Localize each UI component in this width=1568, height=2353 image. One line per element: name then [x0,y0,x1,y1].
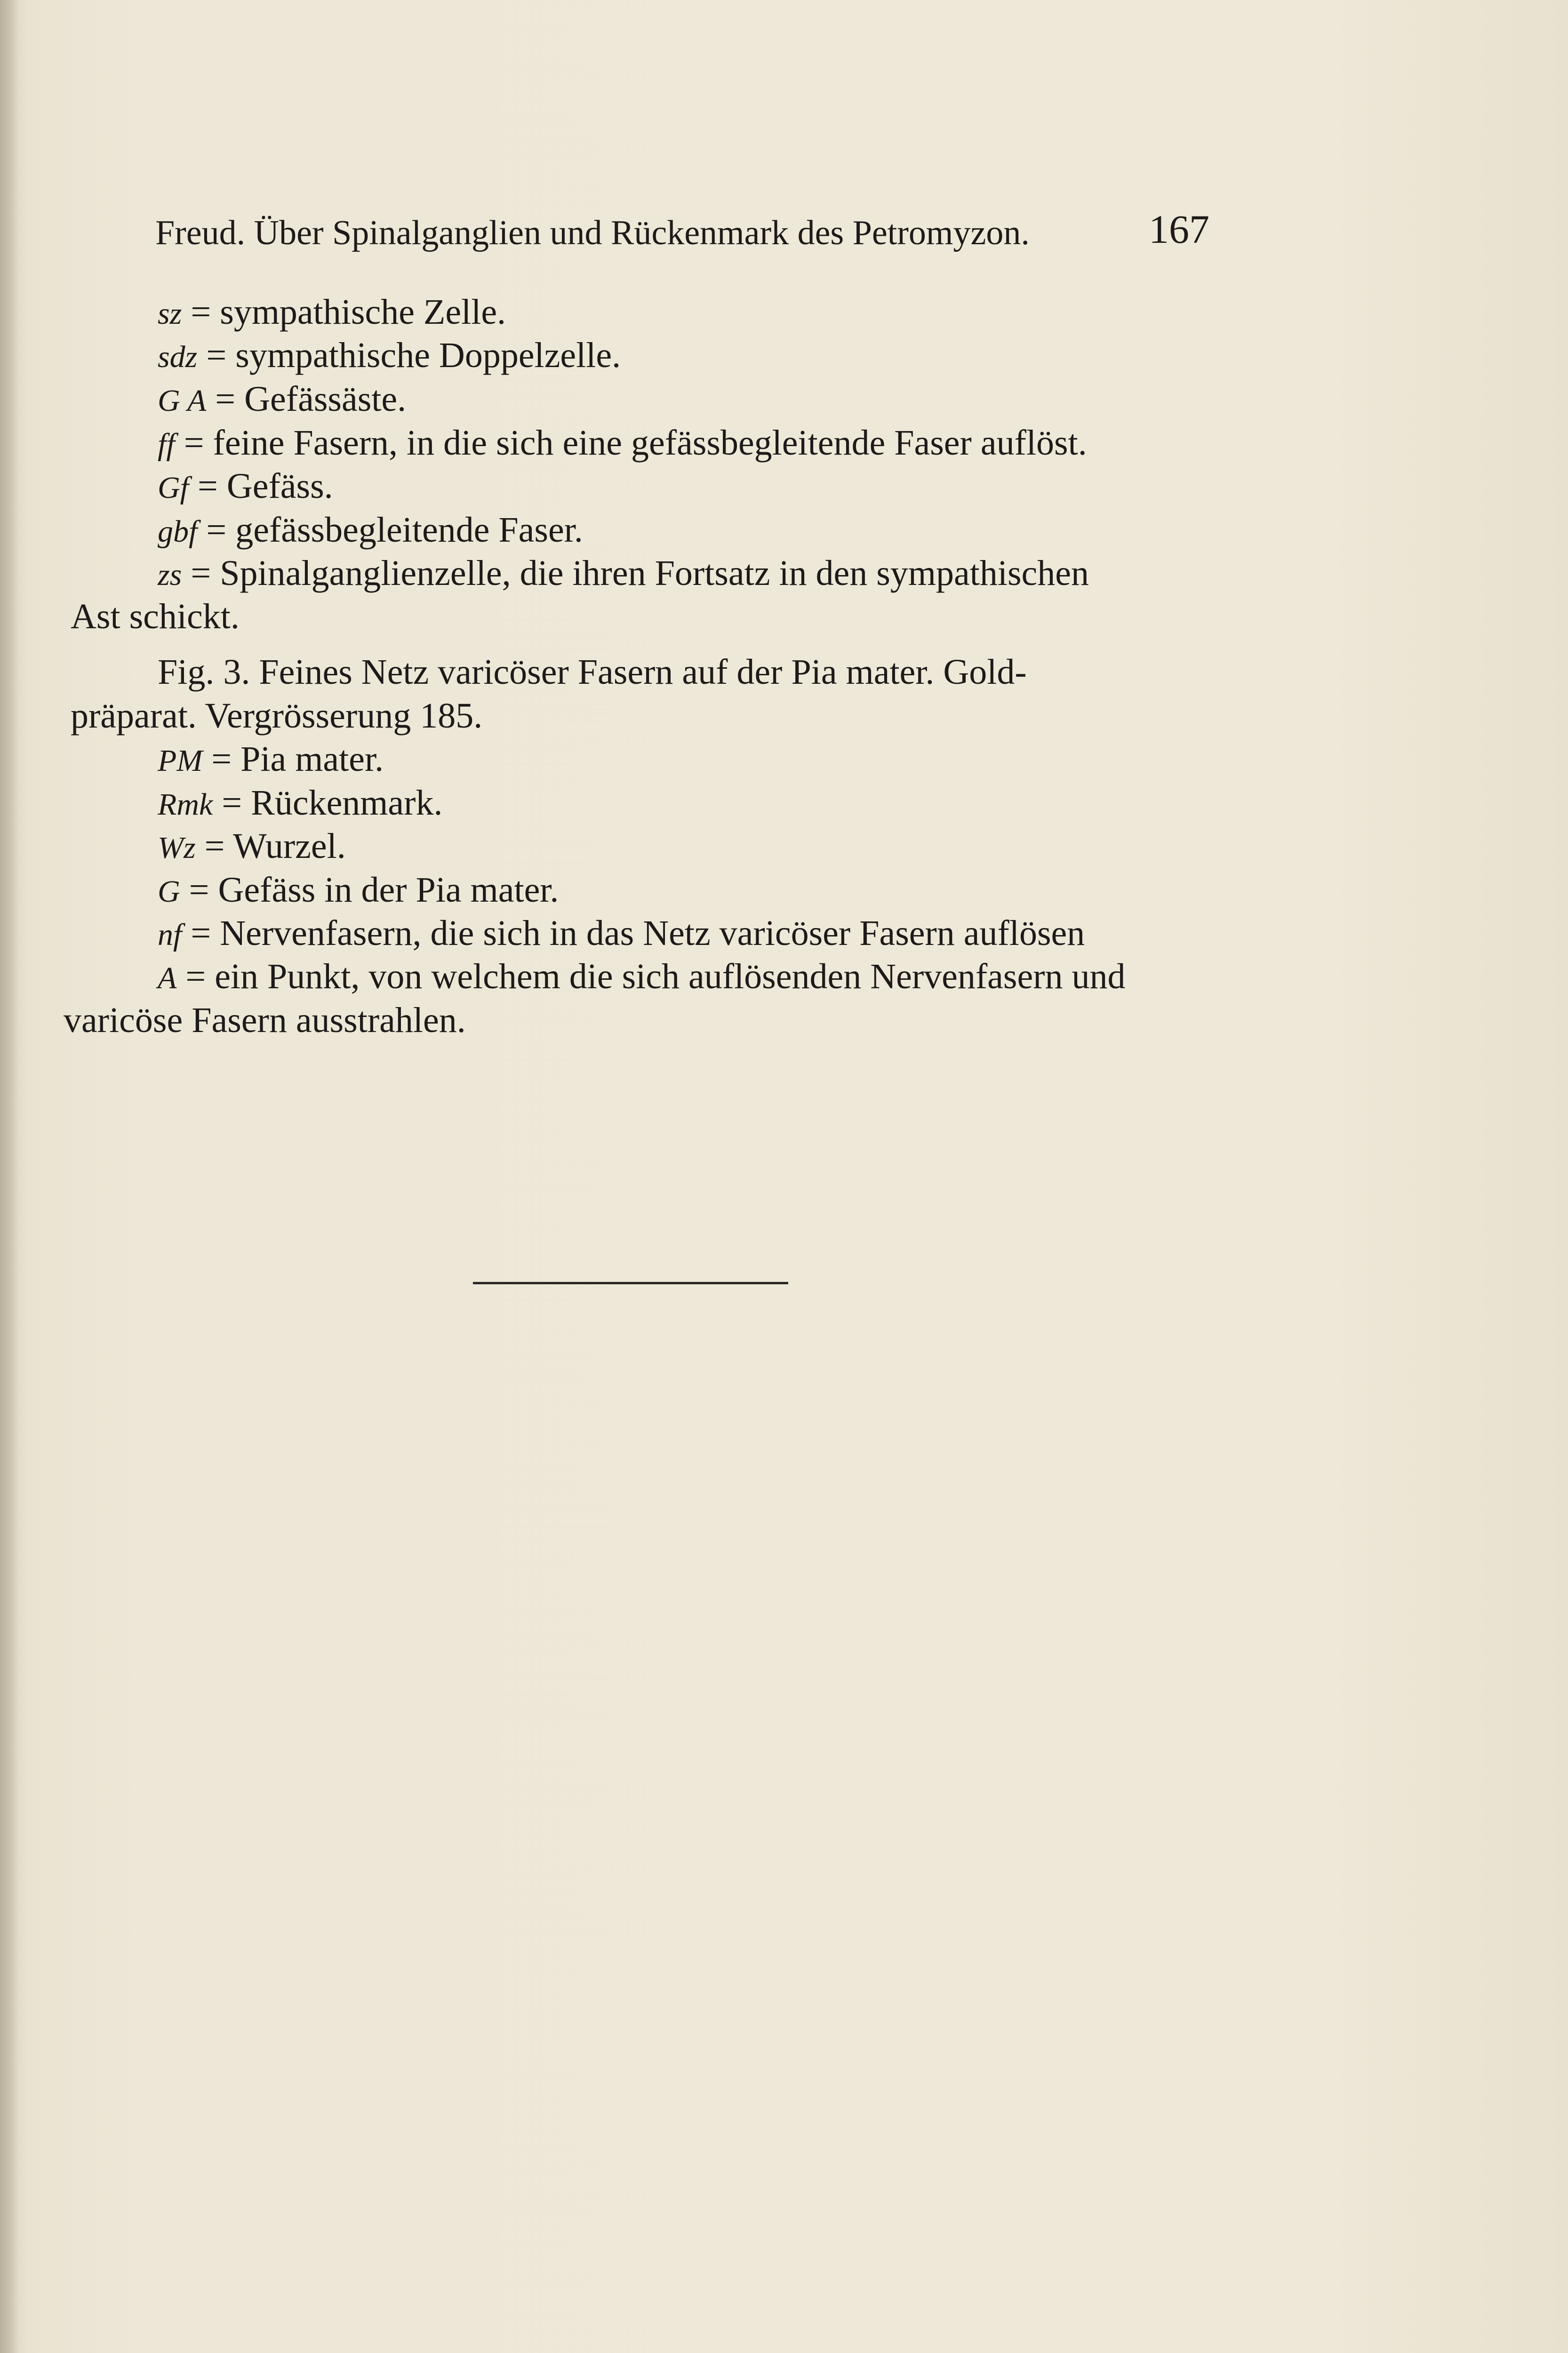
legend-abbreviation: A [158,961,177,995]
running-title: Freud. Über Spinalganglien und Rückenmark des Petromyzon. [155,214,1030,252]
legend-abbreviation: Rmk [158,787,213,822]
legend-text: = Gefässäste. [215,379,407,419]
legend-line-a [158,954,1126,1001]
legend-abbreviation: Wz [158,831,196,865]
figure-caption-line [158,649,1027,695]
legend-text: = feine Fasern, in die sich eine gefässbegleitende Faser auflöst. [184,423,1087,463]
legend-line-wz [158,824,346,871]
legend-text: = ein Punkt, von welchem die sich auflösenden Nervenfasern und [185,957,1126,996]
legend-line-rmk [158,780,442,827]
legend-abbreviation: gbf [158,514,198,549]
figure-caption: Fig. 3. Feines Netz varicöser Fasern auf der Pia mater. Gold- [158,652,1027,692]
legend-line-ff [158,420,1087,467]
page-edge-shadow [0,0,19,2353]
legend-text: = Gefäss in der Pia mater. [189,870,559,910]
legend-text: = gefässbegleitende Faser. [206,510,583,550]
legend-abbreviation: nf [158,918,182,952]
legend-line-sz [158,289,506,336]
legend-line-ga [158,376,406,424]
legend-abbreviation: sz [158,296,182,331]
legend-abbreviation: Gf [158,471,189,505]
legend-line-sdz [158,333,621,380]
legend-text: = Spinalganglienzelle, die ihren Fortsatz in den sympathischen [191,553,1089,593]
legend-abbreviation: sdz [158,340,198,374]
legend-text: = Pia mater. [211,739,384,779]
legend-text: = Rückenmark. [222,783,443,823]
legend-text: = sympathische Zelle. [191,292,506,332]
figure-caption-continuation [71,693,482,738]
legend-line-pm [158,736,384,784]
legend-abbreviation: zs [158,558,182,592]
legend-abbreviation: ff [158,427,175,462]
legend-text: varicöse Fasern ausstrahlen. [64,1000,466,1040]
legend-line-nf [158,911,1085,958]
figure-caption: präparat. Vergrösserung 185. [71,696,483,736]
legend-text: = Nervenfasern, die sich in das Netz varicöser Fasern auflösen [191,913,1085,953]
legend-line-zs [158,551,1089,598]
legend-text: = Wurzel. [204,826,346,866]
page-number: 167 [1149,207,1209,252]
section-rule [473,1282,788,1284]
legend-line-continuation [64,998,466,1043]
legend-abbreviation: G [158,874,180,909]
legend-line-gbf [158,507,583,554]
legend-abbreviation: PM [158,744,203,778]
legend-line-g [158,867,559,914]
legend-text: Ast schickt. [71,597,240,636]
legend-line-gf [158,464,333,511]
running-header [155,207,1209,259]
legend-line-continuation [71,594,240,639]
legend-text: = Gefäss. [198,466,333,506]
legend-text: = sympathische Doppelzelle. [206,336,621,375]
legend-abbreviation: G A [158,384,207,418]
